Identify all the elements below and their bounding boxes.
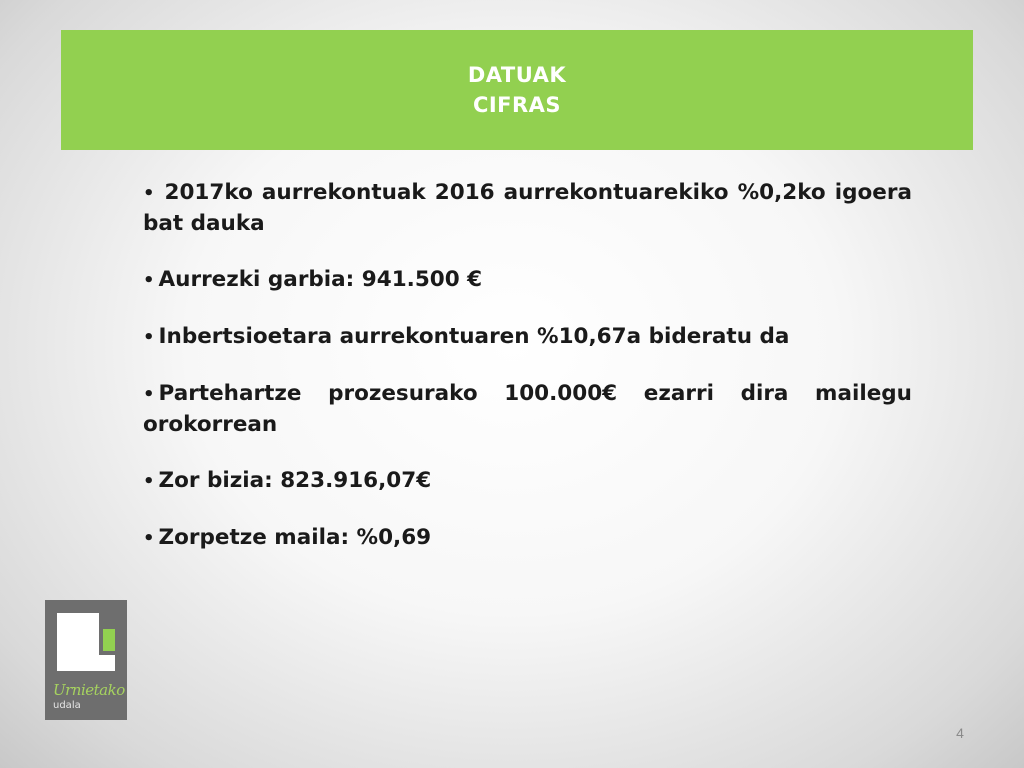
bullet-icon: • bbox=[143, 528, 155, 549]
bullet-list bbox=[143, 178, 912, 554]
bullet-item-net-savings bbox=[143, 265, 912, 296]
bullet-icon: • bbox=[143, 471, 155, 492]
title-line-datuak: DATUAK bbox=[467, 63, 567, 87]
bullet-text: Zorpetze maila: %0,69 bbox=[158, 525, 432, 550]
bullet-icon: • bbox=[143, 270, 155, 291]
bullet-icon: • bbox=[143, 384, 155, 405]
bullet-item-investments bbox=[143, 322, 912, 353]
bullet-item-participation bbox=[143, 379, 912, 440]
bullet-text: Zor bizia: 823.916,07€ bbox=[158, 468, 432, 493]
title-line-cifras: CIFRAS bbox=[472, 93, 562, 117]
bullet-item-budget-increase bbox=[143, 178, 912, 239]
bullet-text: 2017ko aurrekontuak 2016 aurrekontuarekiko %0,2ko igoera bat dauka bbox=[143, 180, 912, 236]
slide-title-band bbox=[61, 30, 973, 150]
page-number: 4 bbox=[956, 725, 964, 741]
logo-wordmark: Urnietako bbox=[53, 681, 125, 699]
bullet-text: Aurrezki garbia: 941.500 € bbox=[158, 267, 483, 292]
urnieta-logo bbox=[45, 600, 127, 720]
bullet-text: Inbertsioetara aurrekontuaren %10,67a bideratu da bbox=[158, 324, 790, 349]
logo-mark-icon bbox=[57, 613, 115, 671]
bullet-icon: • bbox=[143, 327, 155, 348]
bullet-text: Partehartze prozesurako 100.000€ ezarri dira mailegu orokorrean bbox=[143, 381, 912, 437]
logo-subtitle: udala bbox=[53, 700, 81, 711]
bullet-item-live-debt bbox=[143, 466, 912, 497]
bullet-icon: • bbox=[143, 183, 155, 204]
bullet-item-debt-level bbox=[143, 523, 912, 554]
